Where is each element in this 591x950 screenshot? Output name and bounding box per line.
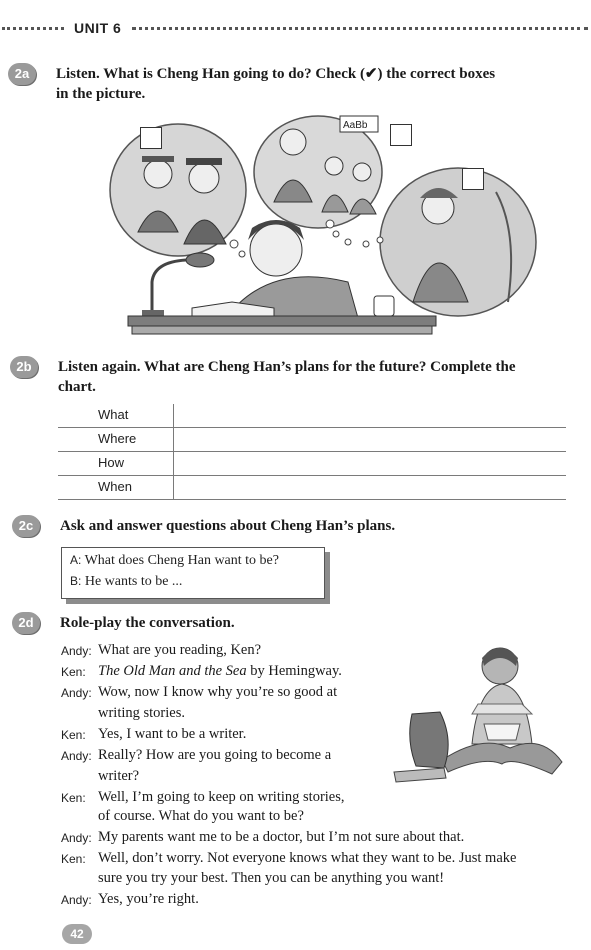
chart-answer-when[interactable] [173, 476, 567, 499]
instruction-2b-line2: chart. [58, 379, 96, 395]
chart-label-what: What [98, 407, 129, 422]
dialogue-line: Yes, I want to be a writer. [98, 726, 247, 742]
dialogue-line: What are you reading, Ken? [98, 642, 262, 658]
speaker-a: A: [70, 553, 82, 567]
example-line-a [70, 553, 279, 569]
dialogue-line: Yes, you’re right. [98, 891, 199, 907]
chart-label-how: How [98, 455, 125, 470]
dialogue-line: Well, I’m going to keep on writing stories, [98, 789, 345, 805]
dialogue-speaker: Ken: [61, 791, 86, 805]
dialogue-line: sure you try your best. Then you can be anything you want! [98, 870, 445, 886]
line-b-text: He wants to be ... [84, 574, 183, 589]
dialogue-speaker: Ken: [61, 665, 86, 679]
illustration-svg [108, 112, 548, 340]
chart-answer-where[interactable] [173, 428, 567, 451]
speaker-b: B: [70, 574, 82, 588]
dialogue-line: Well, don’t worry. Not everyone knows what they want to be. Just make [98, 850, 517, 866]
checkbox-graduation[interactable] [140, 127, 162, 149]
illustration-cheng-han-dreaming [108, 112, 548, 340]
chart-label-when: When [98, 479, 132, 494]
unit-title: UNIT 6 [74, 20, 122, 36]
page-number: 42 [62, 924, 92, 944]
header-dots-right [132, 27, 588, 30]
section-badge-2d: 2d [12, 612, 40, 634]
section-badge-2a: 2a [8, 63, 36, 85]
chart-row-where [58, 428, 566, 452]
dialogue-speaker: Andy: [61, 644, 92, 658]
chart-label-where: Where [98, 431, 137, 446]
instruction-2a-line2: in the picture. [56, 86, 146, 102]
dialogue-speaker: Andy: [61, 893, 92, 907]
photo-boy-reading-svg [392, 644, 568, 784]
chart-answer-how[interactable] [173, 452, 567, 475]
dialogue-speaker: Andy: [61, 831, 92, 845]
dialogue-line: of course. What do you want to be? [98, 808, 304, 824]
dialogue-speaker: Andy: [61, 749, 92, 763]
dialogue-line: writing stories. [98, 705, 185, 721]
section-badge-2c: 2c [12, 515, 40, 537]
dialogue-line-rest: by Hemingway. [246, 663, 342, 679]
checkbox-teacher[interactable] [390, 124, 412, 146]
checkbox-actor[interactable] [462, 168, 484, 190]
chart-row-how [58, 452, 566, 476]
plans-chart [58, 404, 566, 500]
dialogue-line: writer? [98, 768, 140, 784]
chart-answer-what[interactable] [173, 404, 567, 427]
chart-row-what [58, 404, 566, 428]
dialogue-speaker: Andy: [61, 686, 92, 700]
bubble-graduation [110, 124, 246, 256]
classroom-board-letters: AaBb [343, 120, 368, 131]
chart-row-when [58, 476, 566, 500]
dialogue-line: Really? How are you going to become a [98, 747, 332, 763]
instruction-2a-line1: Listen. What is Cheng Han going to do? Check (✔) the correct boxes [56, 66, 496, 82]
instruction-2b-line1: Listen again. What are Cheng Han’s plans for the future? Complete the [58, 359, 516, 375]
example-dialogue-box [61, 547, 325, 599]
dialogue-speaker: Ken: [61, 728, 86, 742]
line-a-text: What does Cheng Han want to be? [84, 553, 279, 568]
dialogue-speaker: Ken: [61, 852, 86, 866]
photo-boy-reading [392, 644, 568, 784]
dialogue-line [98, 663, 342, 680]
book-title: The Old Man and the Sea [98, 663, 247, 679]
instruction-2c: Ask and answer questions about Cheng Han’s plans. [60, 518, 396, 534]
dialogue-line: My parents want me to be a doctor, but I’m not sure about that. [98, 829, 465, 845]
section-badge-2b: 2b [10, 356, 38, 378]
instruction-2d: Role-play the conversation. [60, 615, 235, 631]
example-line-b [70, 574, 182, 590]
dialogue-line: Wow, now I know why you’re so good at [98, 684, 338, 700]
header-dots-left [2, 27, 64, 30]
